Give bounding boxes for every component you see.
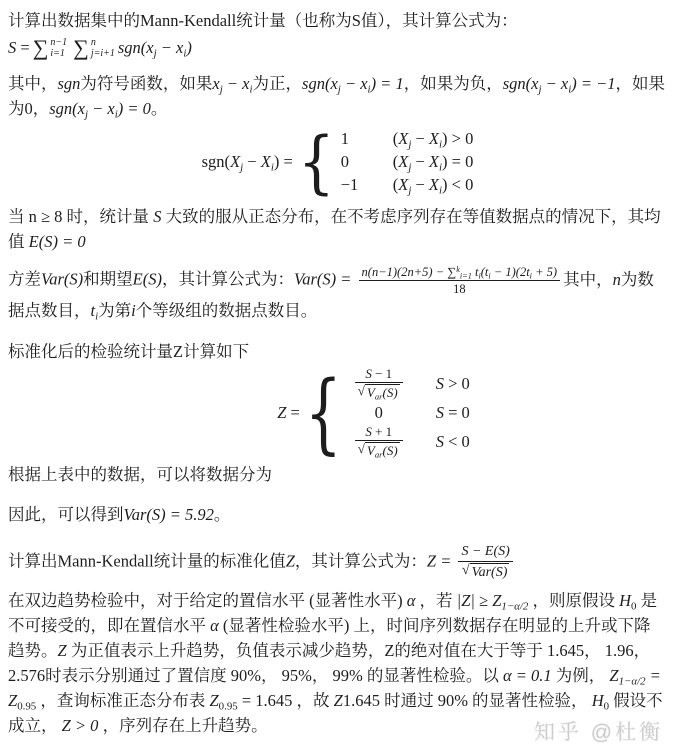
paragraph-significance: 在双边趋势检验中，对于给定的置信水平 (显著性水平) α ，若 $|Z| \ge Z_{1-\alpha/2}$ ，则原假设 $H_0$ 是不可接受的，即在置信水平 α (显著性检验水平) 上，时间序列数据存在明显的上升或下降趋势。Z 为正值表示上升趋势，负值表示减少趋势，Z的绝对值在大于等于 1.645， 1.96， 2.576时表示分别通过了置信度 90%， 95%， 99% 的显著性检验。以 α = 0.1 为例， $Z_{1-\alpha/2} = Z_{0.95}$ ，查询标准正态分布表 $Z_{0.95} = 1.645$ ，故 Z1.645 时通过 90% 的显著性检验， $H_0$ 假设不成立， Z > 0 ，序列存在上升趋势。 xyxy=(8,590,663,735)
sum-upper-limit: n−1 xyxy=(50,36,68,48)
z-text-before: 计算出Mann-Kendall统计量的标准化值Z，其计算公式为：Z = xyxy=(8,550,456,570)
case-condition: S < 0 xyxy=(435,432,470,452)
sqrt-expression xyxy=(358,384,400,401)
sgn-cases-lhs: $sgn(X_j - X_i)$ = xyxy=(201,151,293,173)
fraction-denominator xyxy=(458,562,512,582)
sum-limits xyxy=(91,37,115,60)
paragraph-sgn-explain: 其中，sgn为符号函数，如果$x_j - x_i$为正，$sgn(x_j - x_i) = 1$，如果为负，$sgn(x_j - x_i) = -1$，如果为0，$sgn(x_j - x_i) = 0$。 xyxy=(8,74,665,121)
fraction-numerator: S + 1 xyxy=(355,424,403,441)
variance-text-before: 方差Var(S)和期望E(S)，其计算公式为：Var(S) = xyxy=(8,269,356,289)
z-standardized-fraction xyxy=(458,543,512,582)
paragraph-table-reference: 根据上表中的数据，可以将数据分为 xyxy=(8,464,272,484)
sigma-icon: ∑ xyxy=(32,35,49,60)
case-row-positive xyxy=(341,127,474,150)
case-row-negative xyxy=(348,424,470,460)
case-value xyxy=(348,366,410,402)
case-value: 1 xyxy=(340,129,349,148)
z-fraction xyxy=(355,366,403,402)
left-brace-icon: { xyxy=(304,361,342,464)
paragraph-z-intro: 标准化后的检验统计量Z计算如下 xyxy=(8,341,250,361)
fraction-denominator: 18 xyxy=(453,282,466,297)
radical-icon: √ xyxy=(461,562,470,578)
sgn-cases-body xyxy=(341,127,474,196)
paragraph-variance xyxy=(8,264,667,323)
sum-lower-limit: i=1 xyxy=(50,48,65,59)
sum-lower-limit: j=i+1 xyxy=(90,48,115,59)
case-row-negative xyxy=(341,173,474,196)
case-value xyxy=(348,424,410,460)
sum-operator-inner xyxy=(73,37,115,60)
variance-fraction xyxy=(359,264,561,298)
case-condition: $(X_j - X_i) < 0$ xyxy=(392,175,474,197)
formula-s-rhs: $sgn(x_j - x_i)$ xyxy=(117,38,192,60)
sqrt-expression xyxy=(358,442,400,459)
left-brace-icon: { xyxy=(297,121,335,202)
case-condition: $(X_j - X_i) > 0$ xyxy=(392,129,474,151)
case-condition: $(X_j - X_i) = 0$ xyxy=(392,152,474,174)
fraction-numerator: S − 1 xyxy=(355,366,403,383)
z-cases-lhs: Z = xyxy=(277,402,300,422)
formula-z-cases xyxy=(44,361,675,464)
sqrt-expression xyxy=(462,563,509,582)
fraction-denominator xyxy=(355,441,403,459)
sigma-icon: ∑ xyxy=(73,35,89,60)
radicand: Var(S) xyxy=(470,563,510,582)
case-condition: S > 0 xyxy=(435,373,470,393)
sum-upper-limit: n xyxy=(90,36,96,48)
watermark: 知乎 @杜衡 xyxy=(533,721,663,744)
radicand: $V_{ar}(S)$ xyxy=(366,443,398,460)
radical-icon: √ xyxy=(357,382,365,398)
fraction-numerator: n(n−1)(2n+5) − ∑$^k_{i=1}$ $t_i(t_i - 1)(2t_i + 5)$ xyxy=(359,264,561,281)
case-row-zero xyxy=(348,402,470,423)
case-value: 0 xyxy=(374,403,383,422)
z-cases-body xyxy=(348,366,470,460)
case-row-positive xyxy=(348,366,470,402)
radicand: $V_{ar}(S)$ xyxy=(366,384,398,402)
paragraph-normal-distribution: 当 n ≥ 8 时，统计量 S 大致的服从正态分布，在不考虑序列存在等值数据点的情况下，其均值 E(S) = 0 xyxy=(8,207,661,251)
paragraph-variance-result: 因此，可以得到Var(S) = 5.92。 xyxy=(8,504,231,524)
sum-limits xyxy=(50,37,67,60)
formula-sgn-cases xyxy=(8,121,667,202)
case-row-zero xyxy=(341,150,474,173)
variance-text-after: 其中，n为数据点数目，$t_i$为第i个等级组的数据点数目。 xyxy=(8,269,654,322)
paragraph-z-standardized xyxy=(8,543,667,582)
case-condition: S = 0 xyxy=(435,403,470,422)
paragraph-intro: 计算出数据集中的Mann-Kendall统计量（也称为S值），其计算公式为： xyxy=(8,11,518,30)
z-fraction xyxy=(355,424,403,460)
case-value: −1 xyxy=(340,175,359,194)
case-value: 0 xyxy=(340,152,349,171)
fraction-denominator xyxy=(355,383,403,401)
radical-icon: √ xyxy=(357,441,365,457)
formula-s-sum xyxy=(8,35,667,61)
formula-s-lhs: S = xyxy=(8,38,30,57)
sum-operator-outer xyxy=(33,37,67,60)
fraction-numerator: S − E(S) xyxy=(458,543,512,562)
